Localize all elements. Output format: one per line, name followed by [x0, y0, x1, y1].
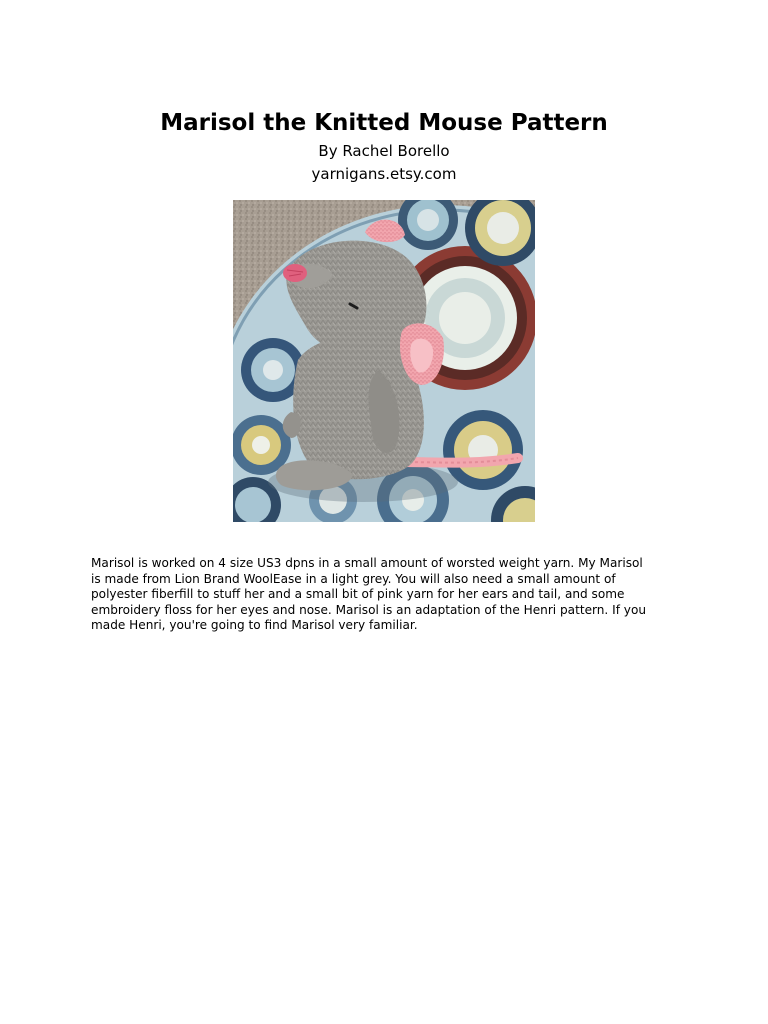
mouse-photo	[233, 200, 535, 522]
body-paragraph: Marisol is worked on 4 size US3 dpns in a small amount of worsted weight yarn. My Marisol is made from Lion Brand WoolEase in a light grey. You will also need a small amount of polyester fiberfill to stuff her and a small bit of pink yarn for her ears and tail, and some embroidery floss for her eyes and nose. Marisol is an adaptation of the Henri pattern. If you made Henri, you're going to find Marisol very familiar.	[91, 556, 647, 632]
author-line: By Rachel Borello	[318, 142, 450, 160]
website-line: yarnigans.etsy.com	[311, 165, 457, 183]
mouse-nose	[283, 264, 307, 282]
document-title: Marisol the Knitted Mouse Pattern	[160, 110, 608, 136]
